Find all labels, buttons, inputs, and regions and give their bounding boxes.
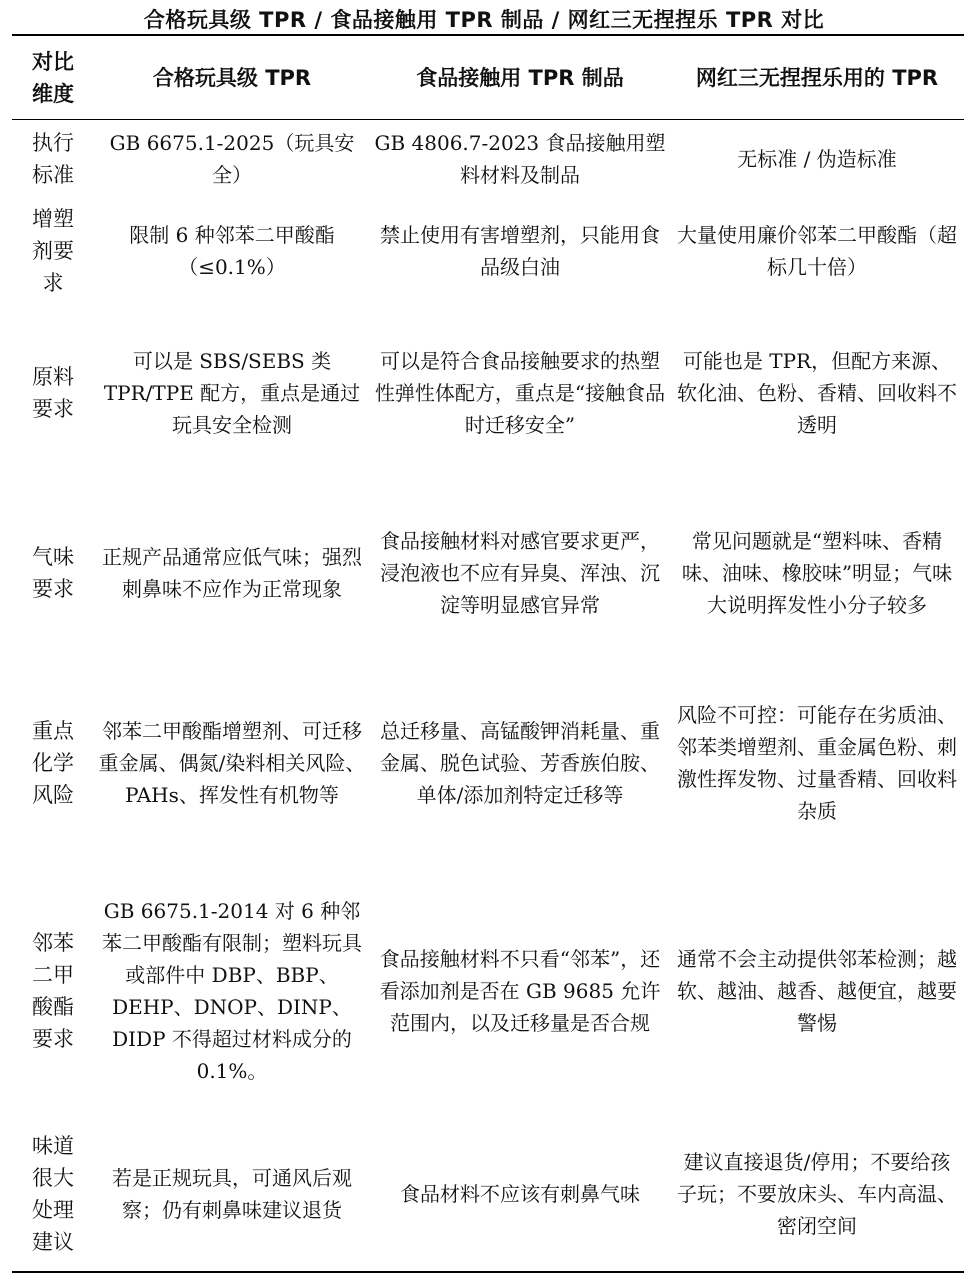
cell-toy: 若是正规玩具，可通风后观察；仍有刺鼻味建议退货 <box>112 1166 352 1222</box>
cell-net: 无标准 / 伪造标准 <box>737 147 897 171</box>
comparison-table <box>12 36 964 1269</box>
cell-food: 食品接触材料不只看“邻苯”，还看添加剂是否在 GB 9685 允许范围内，以及迁移量是否合规 <box>379 947 661 1035</box>
table-row <box>12 1119 964 1269</box>
table-bottom-rule <box>12 1271 964 1273</box>
cell-food: 可以是符合食品接触要求的热塑性弹性体配方，重点是“接触食品时迁移安全” <box>374 349 666 437</box>
cell-toy: 邻苯二甲酸酯增塑剂、可迁移重金属、偶氮/染料相关风险、PAHs、挥发性有机物等 <box>98 719 366 807</box>
cell-toy: GB 6675.1-2025（玩具安全） <box>109 131 355 187</box>
cell-toy: GB 6675.1-2014 对 6 种邻苯二甲酸酯有限制；塑料玩具或部件中 DBP、BBP、DEHP、DNOP、DINP、DIDP 不得超过材料成分的 0.1%。 <box>102 899 362 1083</box>
page-title: 合格玩具级 TPR / 食品接触用 TPR 制品 / 网红三无捏捏乐 TPR 对比 <box>143 8 825 32</box>
cell-toy: 限制 6 种邻苯二甲酸酯（≤0.1%） <box>129 223 335 279</box>
row-dimension: 重点 化学 风险 <box>32 719 74 807</box>
cell-net: 常见问题就是“塑料味、香精味、油味、橡胶味”明显；气味大说明挥发性小分子较多 <box>681 529 953 617</box>
row-dimension: 原料 要求 <box>32 365 74 421</box>
table-row <box>12 663 964 863</box>
row-dimension: 气味 要求 <box>32 545 74 601</box>
header-dimension: 对比 维度 <box>32 49 74 106</box>
header-toy-grade: 合格玩具级 TPR <box>152 65 312 90</box>
row-dimension: 邻苯 二甲 酸酯 要求 <box>32 931 74 1051</box>
row-dimension: 增塑 剂要 求 <box>32 207 74 295</box>
cell-toy: 可以是 SBS/SEBS 类 TPR/TPE 配方，重点是通过玩具安全检测 <box>103 349 361 437</box>
table-row <box>12 119 964 199</box>
cell-food: GB 4806.7-2023 食品接触用塑料材料及制品 <box>374 131 666 187</box>
row-dimension: 味道 很大 处理 建议 <box>32 1134 74 1254</box>
cell-net: 通常不会主动提供邻苯检测；越软、越油、越香、越便宜，越要警惕 <box>677 947 957 1035</box>
header-net-red: 网红三无捏捏乐用的 TPR <box>695 65 939 90</box>
table-row <box>12 199 964 303</box>
cell-net: 风险不可控：可能存在劣质油、邻苯类增塑剂、重金属色粉、刺激性挥发物、过量香精、回收料杂质 <box>677 703 957 823</box>
cell-food: 总迁移量、高锰酸钾消耗量、重金属、脱色试验、芳香族伯胺、单体/添加剂特定迁移等 <box>380 719 660 807</box>
cell-net: 大量使用廉价邻苯二甲酸酯（超标几十倍） <box>677 223 957 279</box>
cell-net: 可能也是 TPR，但配方来源、软化油、色粉、香精、回收料不透明 <box>677 349 957 437</box>
cell-food: 食品接触材料对感官要求更严，浸泡液也不应有异臭、浑浊、沉淀等明显感官异常 <box>380 529 660 617</box>
header-food-contact: 食品接触用 TPR 制品 <box>416 65 624 90</box>
row-dimension: 执行 标准 <box>32 131 74 187</box>
cell-net: 建议直接退货/停用；不要给孩子玩；不要放床头、车内高温、密闭空间 <box>677 1150 957 1238</box>
table-row <box>12 483 964 663</box>
table-row <box>12 303 964 483</box>
cell-toy: 正规产品通常应低气味；强烈刺鼻味不应作为正常现象 <box>102 545 362 601</box>
cell-food: 食品材料不应该有刺鼻气味 <box>400 1182 640 1206</box>
table-row <box>12 863 964 1119</box>
table-header-row <box>12 36 964 119</box>
cell-food: 禁止使用有害增塑剂，只能用食品级白油 <box>380 223 660 279</box>
